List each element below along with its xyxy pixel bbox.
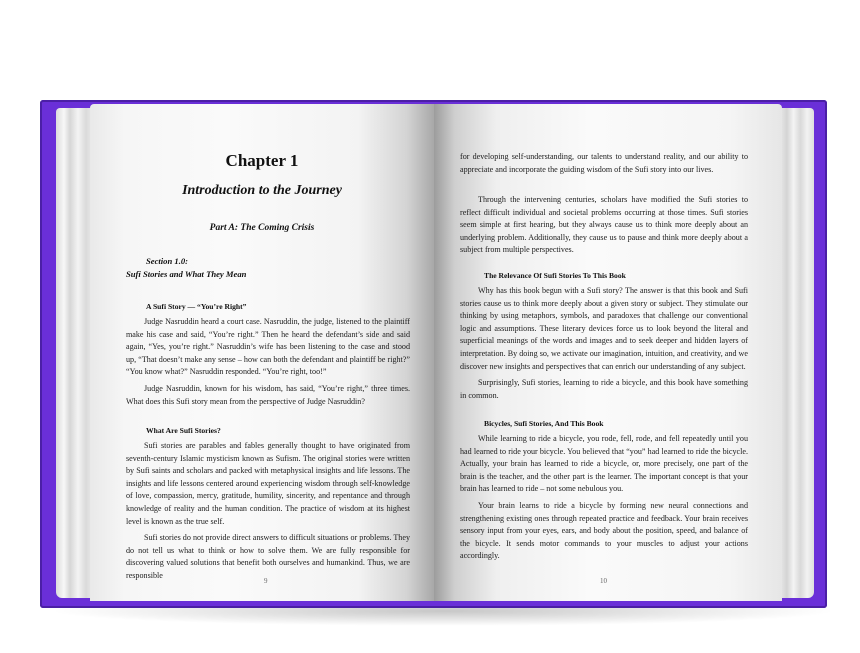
section-number: Section 1.0: xyxy=(146,256,189,266)
right-page-edges xyxy=(780,108,814,598)
paragraph: Through the intervening centuries, scholars have modified the Sufi stories to reflect difficult individual and societal problems occurring at those times. Sufi stories seem simple at first hearing, but they always cause us to think more deeply about an underlying problem. Additionally, they cause us to pause and think more deeply about a subject from multiple perspectives. xyxy=(460,195,748,255)
paragraph: Surprisingly, Sufi stories, learning to ride a bicycle, and this book have something in common. xyxy=(460,378,748,400)
paragraph: Judge Nasruddin heard a court case. Nasruddin, the judge, listened to the plaintiff make his case and said, “You’re right.” Then he heard the defendant’s side and said again, “Yes, you’re right.” Nasruddin’s wife has been listening to the case and stood up, “That doesn’t make any sense – how can both the defendant and plaintiff be right?” “You know what?” Nasruddin responded. “You’re right, too!” xyxy=(126,317,410,377)
story-heading: A Sufi Story — “You’re Right” xyxy=(146,302,247,311)
bicycle-text xyxy=(460,433,748,563)
page-number: 9 xyxy=(264,577,268,585)
relevance-text xyxy=(460,285,748,402)
continued-text xyxy=(460,151,748,176)
paragraph: Sufi stories do not provide direct answers to difficult situations or problems. They do not tell us what to think or how to solve them. We are fully responsible for discovering valued solutions that benefit both ourselves and humankind. Thus, we are responsible xyxy=(126,533,410,580)
section-subheading: What Are Sufi Stories? xyxy=(146,426,221,435)
right-page xyxy=(434,104,782,601)
section-title: Sufi Stories and What They Mean xyxy=(126,269,247,279)
paragraph: Judge Nasruddin, known for his wisdom, has said, “You’re right,” three times. What does this Sufi story mean from the perspective of Judge Nasruddin? xyxy=(126,383,410,406)
chapter-heading: Chapter 1 xyxy=(225,151,299,170)
story-text xyxy=(126,316,410,408)
paragraph: Your brain learns to ride a bicycle by forming new neural connections and strengthening existing ones through repeated practice and feedback. Your brain receives sensory input from your eyes, ears, and body about the position, speed, and balance of the bicycle. It sends motor commands to your muscles to adjust your actions accordingly. xyxy=(460,500,748,561)
sufi-stories-text xyxy=(126,440,410,583)
paragraph: for developing self-understanding, our talents to understand reality, and our ability to appreciate and incorporate the guiding wisdom of the Sufi story into our lives. xyxy=(460,152,748,174)
left-page xyxy=(90,104,434,601)
paragraph: Sufi stories are parables and fables generally thought to have originated from seventh-century Islamic mysticism known as Sufism. The original stories were written by Sufi saints and scholars and packed with metaphysical insights and life lessons. The insights and life lessons centered around experiencing wisdom through self-knowledge of love, compassion, mercy, gratitude, humility, sincerity, and repentance and through knowledge of reality and the human condition. The practice of wisdom at its highest level is known as the true self. xyxy=(126,441,410,526)
paragraph: Why has this book begun with a Sufi story? The answer is that this book and Sufi stories cause us to think more deeply about a given story or subject. They stimulate our thinking by using metaphors, symbols, and paradoxes that challenge our conventional logic and assumptions. These literary devices force us to look beyond the literal and superficial meanings of the words and images and to seek deeper and hidden layers of interpretation. By doing so, we activate our imagination, intuition, and creativity, and we discover new insights and perspectives that can enrich our understanding of any subject. xyxy=(460,286,748,371)
centuries-text xyxy=(460,194,748,257)
part-heading: Part A: The Coming Crisis xyxy=(209,223,315,233)
chapter-title: Introduction to the Journey xyxy=(182,183,342,198)
paragraph: While learning to ride a bicycle, you rode, fell, rode, and fell repeatedly until you had learned to ride your bicycle. You believed that “you” had learned to ride the bicycle. Actually, your brain has learned to ride a bicycle, or, more precisely, one part of the brain is the teacher, and the other part is the learner. The important concept is that your brain has learned to ride – not some nebulous you. xyxy=(460,434,748,494)
page-number: 10 xyxy=(600,577,607,585)
section-subheading: Bicycles, Sufi Stories, And This Book xyxy=(484,419,604,428)
section-subheading: The Relevance Of Sufi Stories To This Book xyxy=(484,271,626,280)
